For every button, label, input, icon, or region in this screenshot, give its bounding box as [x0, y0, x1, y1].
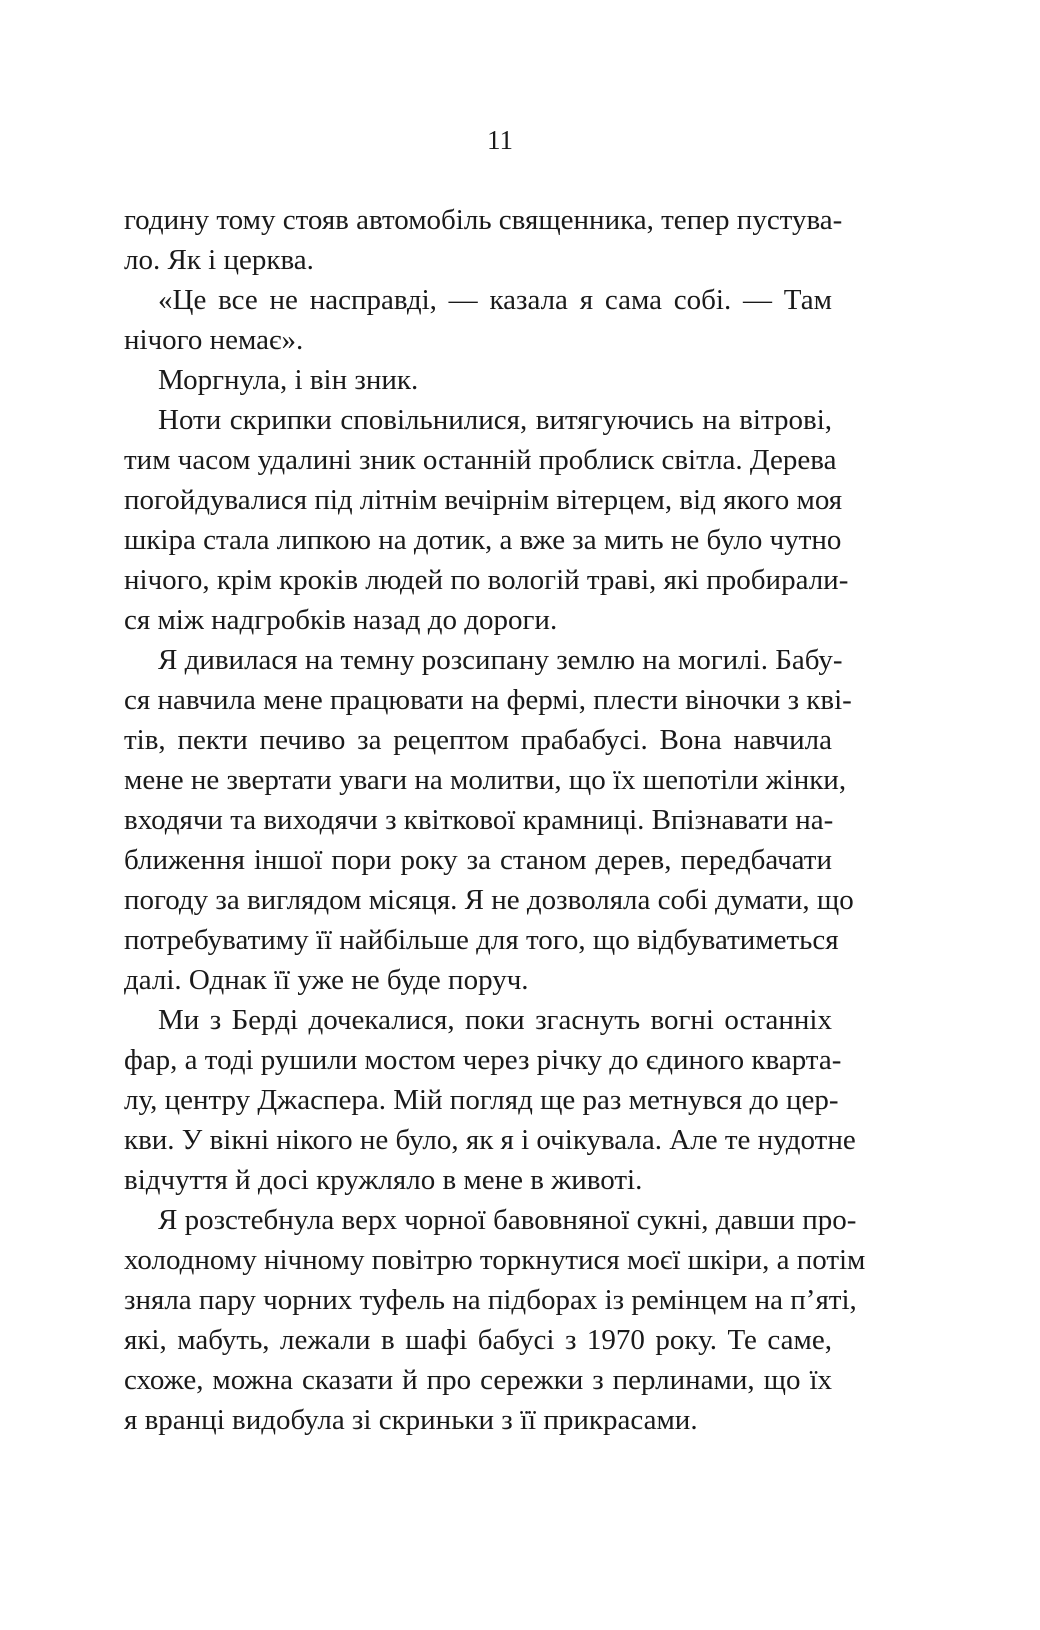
text-line: погойдувалися під літнім вечірнім вітерцем, від якого моя: [124, 484, 843, 516]
text-line: мене не звертати уваги на молитви, що їх шепотіли жінки,: [124, 764, 847, 796]
text-line: які, мабуть, лежали в шафі бабусі з 1970 року. Те саме,: [124, 1324, 832, 1356]
text-line: потребуватиму її найбільше для того, що відбуватиметься: [124, 924, 839, 956]
text-line: кви. У вікні нікого не було, як я і очікувала. Але те нудотне: [124, 1124, 856, 1156]
text-line: годину тому стояв автомобіль священника, тепер пустува-: [124, 204, 843, 236]
text-line: Я дивилася на темну розсипану землю на могилі. Бабу-: [158, 644, 843, 676]
text-line: схоже, можна сказати й про сережки з перлинами, що їх: [124, 1364, 832, 1396]
text-line: холодному нічному повітрю торкнутися моєї шкіри, а потім: [124, 1244, 866, 1276]
text-line: тів, пекти печиво за рецептом прабабусі. Вона навчила: [124, 724, 832, 756]
text-line: лу, центру Джаспера. Мій погляд ще раз метнувся до цер-: [124, 1084, 839, 1116]
text-line: відчуття й досі кружляло в мене в животі.: [124, 1164, 643, 1196]
text-line: тим часом удалині зник останній проблиск світла. Дерева: [124, 444, 837, 476]
text-line: «Це все не насправді, — казала я сама собі. — Там: [158, 284, 832, 316]
text-line: ло. Як і церква.: [124, 244, 314, 276]
text-line: шкіра стала липкою на дотик, а вже за мить не було чутно: [124, 524, 842, 556]
text-line: Моргнула, і він зник.: [158, 364, 419, 396]
body-text: [124, 200, 866, 1440]
text-line: погоду за виглядом місяця. Я не дозволяла собі думати, що: [124, 884, 854, 916]
text-line: Ми з Берді дочекалися, поки згаснуть вогні останніх: [158, 1004, 832, 1036]
page-number: 11: [487, 125, 513, 155]
text-line: ся між надгробків назад до дороги.: [124, 604, 558, 636]
text-line: нічого, крім кроків людей по вологій траві, які пробирали-: [124, 564, 849, 596]
text-line: Я розстебнула верх чорної бавовняної сукні, давши про-: [158, 1204, 857, 1236]
text-line: далі. Однак її уже не буде поруч.: [124, 964, 529, 996]
text-line: ся навчила мене працювати на фермі, плести віночки з кві-: [124, 684, 852, 716]
text-line: я вранці видобула зі скриньки з її прикрасами.: [124, 1404, 698, 1436]
text-line: зняла пару чорних туфель на підборах із ремінцем на п’яті,: [124, 1284, 857, 1316]
text-line: Ноти скрипки сповільнилися, витягуючись на вітрові,: [158, 404, 832, 436]
text-line: ближення іншої пори року за станом дерев, передбачати: [124, 844, 832, 876]
text-line: входячи та виходячи з квіткової крамниці. Впізнавати на-: [124, 804, 834, 836]
text-line: фар, а тоді рушили мостом через річку до єдиного кварта-: [124, 1044, 842, 1076]
text-line: нічого немає».: [124, 324, 304, 356]
